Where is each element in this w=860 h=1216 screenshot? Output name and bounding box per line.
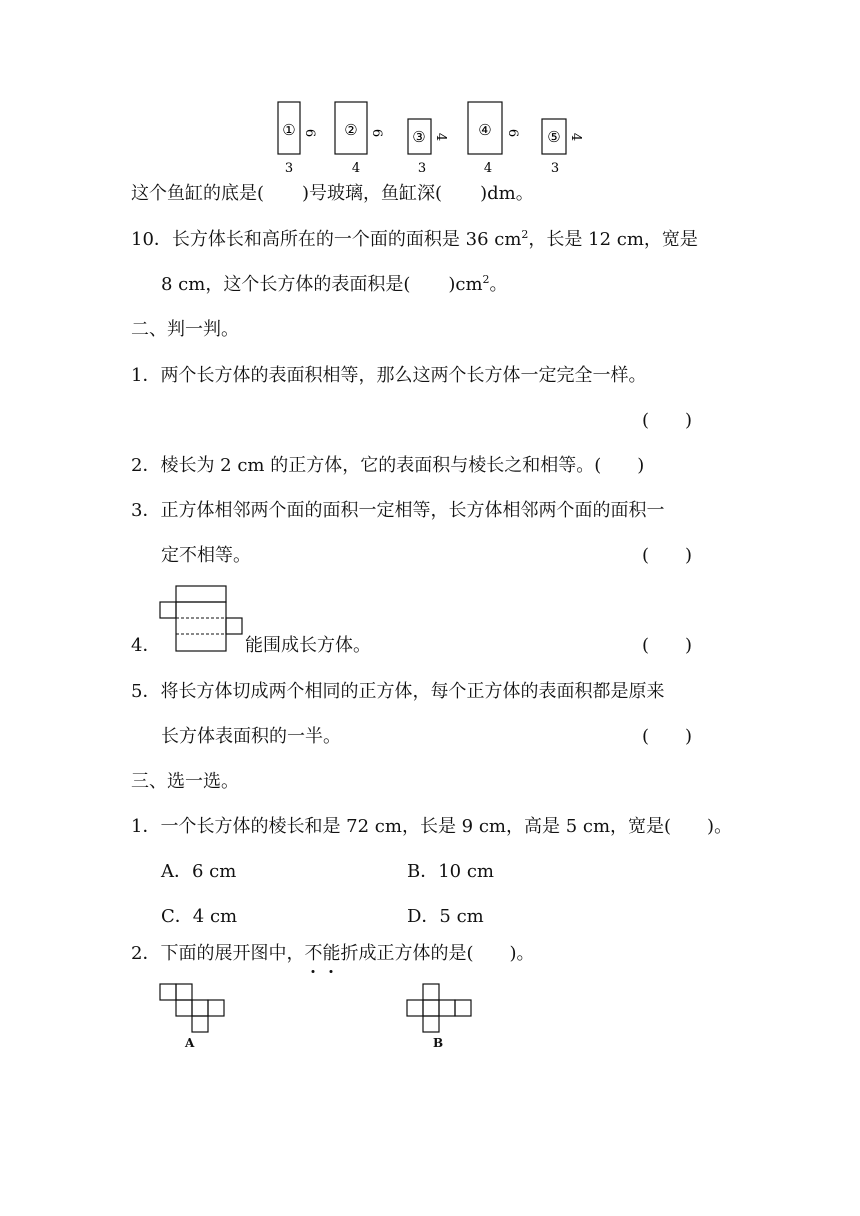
q10-text-2a: 8 cm，这个长方体的表面积是( [161,274,411,295]
panel-2-label: ② [344,121,358,139]
q9-text-a: 这个鱼缸的底是( [131,183,265,204]
choose-q2-number: 2． [131,943,161,964]
cuboid-net-figure [158,584,244,654]
choose-q2-text-post: 折成正方体的是( )。 [340,943,535,964]
judge-q3-line-1 [131,499,664,523]
q9-answer-line [131,182,534,206]
q10-number: 10． [131,229,172,250]
glass-panel-3 [408,119,448,176]
q9-text-b: )号玻璃，鱼缸深( [302,183,443,204]
panel-5-height: 4 [568,132,583,142]
judge-q3-answer-paren[interactable]: ( ) [642,545,693,566]
judge-q3-text-1: 正方体相邻两个面的面积一定相等，长方体相邻两个面的面积一 [160,500,665,521]
choose-q2-line [131,942,535,966]
cube-net-a[interactable] [158,982,228,1034]
judge-q5-line-2: 长方体表面积的一半。 [161,726,341,747]
q10-line-2 [161,273,508,297]
panel-4-width: 4 [483,161,493,176]
judge-q2-line [131,454,644,478]
choose-q1-number: 1． [131,816,161,837]
panel-1-height: 6 [302,128,317,138]
q9-text-c: )dm。 [480,183,534,204]
glass-panels-svg [272,98,592,176]
choose-q1-option-c[interactable]: C．4 cm [161,906,238,927]
judge-q5-text-1: 将长方体切成两个相同的正方体，每个正方体的表面积都是原来 [160,681,665,702]
panel-5-width: 3 [550,161,560,176]
q10-sup-2: 2 [482,273,490,286]
choose-q2-text-pre: 下面的展开图中， [160,943,305,964]
panel-3-width: 3 [417,161,427,176]
cube-net-a-label: A [185,1036,195,1050]
q10-text-1b: ，长是 12 cm，宽是 [528,229,698,250]
glass-panel-4 [468,102,520,176]
panel-4-label: ④ [478,121,492,139]
judge-q4-answer-paren[interactable]: ( ) [642,635,693,656]
glass-panel-5 [542,119,583,176]
judge-q4-text: 能围成长方体。 [245,635,371,656]
q10-line-1 [131,228,698,252]
section2-title: 二、判一判。 [131,319,239,340]
choose-q1-option-d[interactable]: D．5 cm [407,906,484,927]
glass-panels-figure [272,98,592,176]
choose-q1-text: 一个长方体的棱长和是 72 cm，长是 9 cm，高是 5 cm，宽是( )。 [160,816,733,837]
panel-5-label: ⑤ [547,128,561,146]
judge-q3-line-2: 定不相等。 [161,545,251,566]
judge-q1-line [131,364,646,388]
panel-1-width: 3 [284,161,294,176]
judge-q1-answer-paren[interactable]: ( ) [642,410,693,431]
choose-q1-option-b[interactable]: B．10 cm [407,861,495,882]
panel-2-width: 4 [351,161,361,176]
judge-q1-text: 两个长方体的表面积相等，那么这两个长方体一定完全一样。 [160,365,647,386]
judge-q5-answer-paren[interactable]: ( ) [642,726,693,747]
judge-q2-text: 棱长为 2 cm 的正方体，它的表面积与棱长之和相等。( ) [160,455,645,476]
choose-q2-emphasis-2: 能 [322,943,341,964]
judge-q5-line-1 [131,680,664,704]
panel-4-height: 6 [505,128,520,138]
judge-q1-number: 1． [131,365,161,386]
judge-q4-number: 4． [131,635,161,656]
glass-panel-2 [335,102,384,176]
panel-1-label: ① [282,121,296,139]
glass-panel-1 [278,102,317,176]
q10-text-2c: 。 [489,274,508,295]
cube-net-b-label: B [433,1036,444,1050]
judge-q2-number: 2． [131,455,161,476]
judge-q5-number: 5． [131,681,161,702]
choose-q1-line [131,815,732,839]
cube-net-b[interactable] [405,982,473,1034]
panel-3-label: ③ [412,128,426,146]
q10-text-1a: 长方体长和高所在的一个面的面积是 36 cm [171,229,522,250]
panel-3-height: 4 [433,132,448,142]
choose-q2-emphasis-1: 不 [304,943,323,964]
q10-text-2b: )cm [448,274,483,295]
q10-sup-1: 2 [521,228,529,241]
panel-2-height: 6 [369,128,384,138]
judge-q3-number: 3． [131,500,161,521]
choose-q1-option-a[interactable]: A．6 cm [161,861,237,882]
section3-title: 三、选一选。 [131,771,239,792]
